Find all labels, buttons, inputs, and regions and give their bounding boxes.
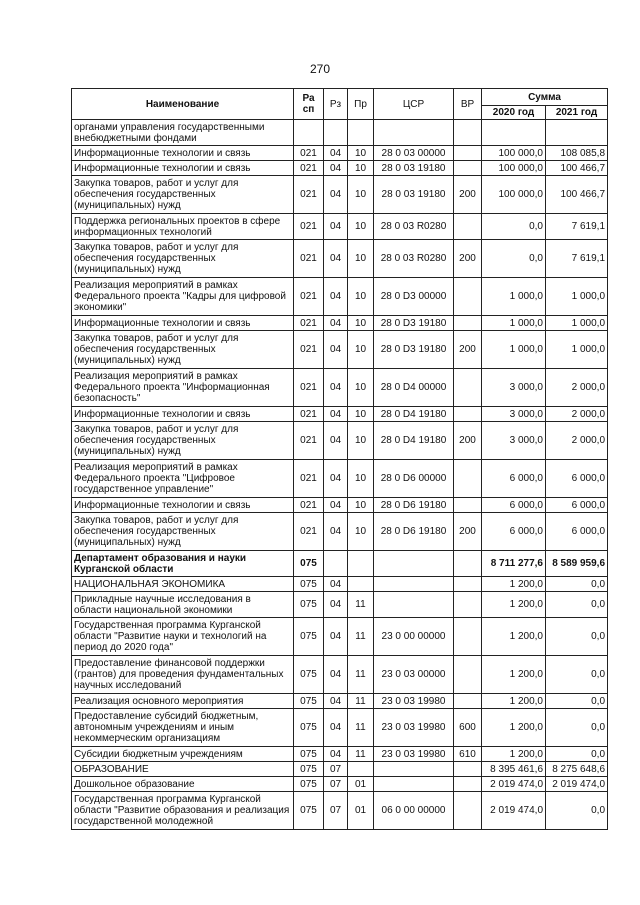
cell-rz: 04 <box>324 498 348 513</box>
cell-rz <box>324 120 348 146</box>
cell-name: органами управления государственными внебюджетными фондами <box>72 120 294 146</box>
cell-rz: 04 <box>324 176 348 214</box>
cell-vr <box>454 792 482 830</box>
cell-sum-2021: 2 000,0 <box>546 407 608 422</box>
cell-sum-2020: 1 000,0 <box>482 331 546 369</box>
cell-pr: 11 <box>348 694 374 709</box>
cell-csr: 28 0 D3 19180 <box>374 316 454 331</box>
header-rz: Рз <box>324 89 348 120</box>
cell-sum-2021: 0,0 <box>546 792 608 830</box>
cell-rasp <box>294 120 324 146</box>
cell-pr: 11 <box>348 656 374 694</box>
cell-rasp: 021 <box>294 176 324 214</box>
cell-sum-2020: 1 200,0 <box>482 747 546 762</box>
cell-rasp: 021 <box>294 498 324 513</box>
cell-sum-2021: 0,0 <box>546 656 608 694</box>
cell-pr: 10 <box>348 146 374 161</box>
cell-csr <box>374 592 454 618</box>
cell-pr: 10 <box>348 214 374 240</box>
cell-name: Поддержка региональных проектов в сфере информационных технологий <box>72 214 294 240</box>
budget-table <box>71 88 608 830</box>
cell-rasp: 075 <box>294 777 324 792</box>
cell-pr: 10 <box>348 278 374 316</box>
header-sum: Сумма <box>482 89 608 106</box>
cell-name: Субсидии бюджетным учреждениям <box>72 747 294 762</box>
cell-pr <box>348 120 374 146</box>
cell-rz: 04 <box>324 460 348 498</box>
cell-name: Реализация основного мероприятия <box>72 694 294 709</box>
cell-sum-2020: 100 000,0 <box>482 146 546 161</box>
table-row <box>72 316 608 331</box>
cell-csr: 23 0 00 00000 <box>374 618 454 656</box>
table-row <box>72 407 608 422</box>
cell-rz: 04 <box>324 592 348 618</box>
table-row <box>72 747 608 762</box>
cell-csr: 28 0 D4 00000 <box>374 369 454 407</box>
cell-rasp: 075 <box>294 551 324 577</box>
table-row <box>72 551 608 577</box>
cell-pr <box>348 551 374 577</box>
cell-name: Информационные технологии и связь <box>72 161 294 176</box>
cell-rz: 04 <box>324 240 348 278</box>
cell-vr <box>454 460 482 498</box>
cell-vr <box>454 762 482 777</box>
cell-sum-2021: 100 466,7 <box>546 161 608 176</box>
cell-sum-2021: 0,0 <box>546 577 608 592</box>
table-row <box>72 656 608 694</box>
cell-name: Информационные технологии и связь <box>72 316 294 331</box>
cell-vr <box>454 694 482 709</box>
cell-pr: 10 <box>348 422 374 460</box>
cell-sum-2020: 3 000,0 <box>482 369 546 407</box>
header-csr: ЦСР <box>374 89 454 120</box>
table-row <box>72 694 608 709</box>
table-row <box>72 618 608 656</box>
cell-pr: 11 <box>348 618 374 656</box>
header-name: Наименование <box>72 89 294 120</box>
cell-csr: 28 0 D4 19180 <box>374 407 454 422</box>
cell-rasp: 075 <box>294 709 324 747</box>
cell-name: Информационные технологии и связь <box>72 498 294 513</box>
cell-name: Закупка товаров, работ и услуг для обеспечения государственных (муниципальных) нужд <box>72 240 294 278</box>
table-row <box>72 120 608 146</box>
table-row <box>72 278 608 316</box>
cell-pr: 11 <box>348 592 374 618</box>
cell-sum-2021: 0,0 <box>546 747 608 762</box>
cell-vr <box>454 592 482 618</box>
cell-vr: 200 <box>454 176 482 214</box>
page-number: 270 <box>309 62 331 76</box>
header-rasp: Ра сп <box>294 89 324 120</box>
table-row <box>72 331 608 369</box>
cell-sum-2020: 6 000,0 <box>482 498 546 513</box>
cell-csr: 06 0 00 00000 <box>374 792 454 830</box>
cell-rz: 04 <box>324 694 348 709</box>
header-2021: 2021 год <box>546 106 608 120</box>
cell-rz: 04 <box>324 331 348 369</box>
cell-sum-2021: 1 000,0 <box>546 316 608 331</box>
table-row <box>72 422 608 460</box>
cell-csr: 28 0 03 R0280 <box>374 214 454 240</box>
table-row <box>72 240 608 278</box>
cell-sum-2021: 2 000,0 <box>546 369 608 407</box>
cell-csr: 28 0 D4 19180 <box>374 422 454 460</box>
cell-sum-2020: 1 200,0 <box>482 577 546 592</box>
cell-vr <box>454 577 482 592</box>
cell-sum-2020: 3 000,0 <box>482 407 546 422</box>
cell-rasp: 021 <box>294 422 324 460</box>
cell-name: Информационные технологии и связь <box>72 146 294 161</box>
cell-rasp: 075 <box>294 577 324 592</box>
table-row <box>72 577 608 592</box>
cell-sum-2021: 8 275 648,6 <box>546 762 608 777</box>
cell-rasp: 021 <box>294 331 324 369</box>
cell-name: Реализация мероприятий в рамках Федерального проекта "Цифровое государственное управление" <box>72 460 294 498</box>
cell-sum-2020: 3 000,0 <box>482 422 546 460</box>
cell-name: Предоставление финансовой поддержки (грантов) для проведения фундаментальных научных исследований <box>72 656 294 694</box>
cell-csr: 28 0 03 19180 <box>374 176 454 214</box>
cell-sum-2021: 0,0 <box>546 694 608 709</box>
cell-csr: 23 0 03 19980 <box>374 709 454 747</box>
cell-vr <box>454 214 482 240</box>
cell-csr <box>374 551 454 577</box>
table-row <box>72 369 608 407</box>
cell-name: Предоставление субсидий бюджетным, автономным учреждениям и иным некоммерческим организациям <box>72 709 294 747</box>
cell-pr: 11 <box>348 709 374 747</box>
cell-name: Государственная программа Курганской области "Развитие науки и технологий на период до 2020 года" <box>72 618 294 656</box>
cell-rz: 04 <box>324 146 348 161</box>
cell-rz: 04 <box>324 513 348 551</box>
table-row <box>72 762 608 777</box>
cell-csr: 23 0 03 00000 <box>374 656 454 694</box>
cell-vr <box>454 618 482 656</box>
cell-rz: 04 <box>324 278 348 316</box>
cell-pr: 10 <box>348 498 374 513</box>
cell-pr: 01 <box>348 777 374 792</box>
cell-rz: 04 <box>324 656 348 694</box>
cell-vr <box>454 656 482 694</box>
cell-vr: 200 <box>454 331 482 369</box>
cell-vr <box>454 407 482 422</box>
cell-rasp: 075 <box>294 762 324 777</box>
cell-rz: 04 <box>324 407 348 422</box>
cell-sum-2021: 0,0 <box>546 592 608 618</box>
cell-pr: 10 <box>348 176 374 214</box>
table-row <box>72 146 608 161</box>
cell-sum-2020: 1 200,0 <box>482 618 546 656</box>
table-row <box>72 498 608 513</box>
cell-sum-2020: 100 000,0 <box>482 161 546 176</box>
cell-vr <box>454 316 482 331</box>
cell-sum-2021: 1 000,0 <box>546 331 608 369</box>
cell-csr <box>374 577 454 592</box>
cell-vr <box>454 120 482 146</box>
cell-pr: 10 <box>348 407 374 422</box>
cell-name: Государственная программа Курганской области "Развитие образования и реализация государственной молодежной <box>72 792 294 830</box>
cell-vr <box>454 161 482 176</box>
cell-rz: 04 <box>324 316 348 331</box>
cell-sum-2021: 6 000,0 <box>546 498 608 513</box>
cell-sum-2021: 0,0 <box>546 618 608 656</box>
table-header <box>72 89 608 120</box>
cell-rasp: 021 <box>294 278 324 316</box>
table-row <box>72 592 608 618</box>
cell-rasp: 021 <box>294 214 324 240</box>
header-pr: Пр <box>348 89 374 120</box>
cell-pr <box>348 762 374 777</box>
cell-csr: 28 0 03 R0280 <box>374 240 454 278</box>
table-row <box>72 513 608 551</box>
header-vr: ВР <box>454 89 482 120</box>
table-row <box>72 777 608 792</box>
cell-pr: 11 <box>348 747 374 762</box>
cell-pr: 10 <box>348 460 374 498</box>
cell-sum-2021: 7 619,1 <box>546 214 608 240</box>
cell-sum-2020: 6 000,0 <box>482 460 546 498</box>
cell-rasp: 075 <box>294 747 324 762</box>
cell-rz: 07 <box>324 762 348 777</box>
cell-rasp: 075 <box>294 656 324 694</box>
cell-rasp: 021 <box>294 316 324 331</box>
cell-pr: 10 <box>348 331 374 369</box>
table-row <box>72 792 608 830</box>
cell-rz <box>324 551 348 577</box>
cell-sum-2021: 7 619,1 <box>546 240 608 278</box>
cell-sum-2021: 8 589 959,6 <box>546 551 608 577</box>
cell-sum-2020: 6 000,0 <box>482 513 546 551</box>
cell-vr <box>454 278 482 316</box>
cell-pr: 10 <box>348 316 374 331</box>
cell-vr <box>454 551 482 577</box>
cell-rasp: 021 <box>294 146 324 161</box>
cell-sum-2020: 1 200,0 <box>482 694 546 709</box>
cell-sum-2020: 0,0 <box>482 214 546 240</box>
cell-sum-2020: 8 395 461,6 <box>482 762 546 777</box>
cell-sum-2021 <box>546 120 608 146</box>
header-2020: 2020 год <box>482 106 546 120</box>
cell-name: Прикладные научные исследования в области национальной экономики <box>72 592 294 618</box>
cell-sum-2021: 108 085,8 <box>546 146 608 161</box>
cell-sum-2020: 100 000,0 <box>482 176 546 214</box>
cell-name: Закупка товаров, работ и услуг для обеспечения государственных (муниципальных) нужд <box>72 331 294 369</box>
table-row <box>72 176 608 214</box>
table-row <box>72 161 608 176</box>
cell-sum-2020: 2 019 474,0 <box>482 777 546 792</box>
cell-csr <box>374 777 454 792</box>
cell-rasp: 075 <box>294 694 324 709</box>
cell-name: Закупка товаров, работ и услуг для обеспечения государственных (муниципальных) нужд <box>72 176 294 214</box>
cell-rasp: 021 <box>294 240 324 278</box>
cell-pr <box>348 577 374 592</box>
cell-pr: 10 <box>348 240 374 278</box>
cell-csr <box>374 120 454 146</box>
cell-vr: 600 <box>454 709 482 747</box>
cell-vr: 200 <box>454 513 482 551</box>
cell-sum-2021: 100 466,7 <box>546 176 608 214</box>
cell-name: Департамент образования и науки Курганской области <box>72 551 294 577</box>
cell-name: Закупка товаров, работ и услуг для обеспечения государственных (муниципальных) нужд <box>72 422 294 460</box>
cell-sum-2021: 0,0 <box>546 709 608 747</box>
cell-csr: 28 0 D6 00000 <box>374 460 454 498</box>
cell-vr <box>454 777 482 792</box>
cell-rasp: 021 <box>294 513 324 551</box>
cell-vr: 200 <box>454 240 482 278</box>
table-row <box>72 214 608 240</box>
cell-csr <box>374 762 454 777</box>
table-row <box>72 460 608 498</box>
cell-name: Дошкольное образование <box>72 777 294 792</box>
cell-name: Реализация мероприятий в рамках Федерального проекта "Кадры для цифровой экономики" <box>72 278 294 316</box>
cell-sum-2020: 2 019 474,0 <box>482 792 546 830</box>
cell-name: Закупка товаров, работ и услуг для обеспечения государственных (муниципальных) нужд <box>72 513 294 551</box>
cell-sum-2021: 2 000,0 <box>546 422 608 460</box>
cell-rz: 04 <box>324 369 348 407</box>
cell-csr: 28 0 D6 19180 <box>374 498 454 513</box>
cell-rz: 04 <box>324 709 348 747</box>
cell-sum-2021: 6 000,0 <box>546 460 608 498</box>
cell-name: Реализация мероприятий в рамках Федерального проекта "Информационная безопасность" <box>72 369 294 407</box>
cell-pr: 10 <box>348 161 374 176</box>
cell-name: ОБРАЗОВАНИЕ <box>72 762 294 777</box>
cell-csr: 28 0 D3 19180 <box>374 331 454 369</box>
cell-rz: 07 <box>324 777 348 792</box>
cell-csr: 23 0 03 19980 <box>374 747 454 762</box>
table-body <box>72 120 608 830</box>
cell-rz: 04 <box>324 618 348 656</box>
cell-rasp: 021 <box>294 161 324 176</box>
cell-csr: 28 0 03 00000 <box>374 146 454 161</box>
cell-pr: 01 <box>348 792 374 830</box>
cell-sum-2020: 0,0 <box>482 240 546 278</box>
cell-csr: 28 0 03 19180 <box>374 161 454 176</box>
table-row <box>72 709 608 747</box>
cell-vr <box>454 146 482 161</box>
cell-rz: 04 <box>324 161 348 176</box>
cell-csr: 28 0 D3 00000 <box>374 278 454 316</box>
cell-rasp: 021 <box>294 369 324 407</box>
cell-rasp: 075 <box>294 618 324 656</box>
cell-rasp: 021 <box>294 407 324 422</box>
cell-sum-2020: 1 200,0 <box>482 709 546 747</box>
cell-sum-2021: 2 019 474,0 <box>546 777 608 792</box>
cell-sum-2020 <box>482 120 546 146</box>
cell-csr: 28 0 D6 19180 <box>374 513 454 551</box>
cell-rz: 07 <box>324 792 348 830</box>
cell-sum-2021: 1 000,0 <box>546 278 608 316</box>
cell-rasp: 075 <box>294 592 324 618</box>
cell-rasp: 075 <box>294 792 324 830</box>
cell-vr <box>454 369 482 407</box>
cell-rz: 04 <box>324 214 348 240</box>
cell-sum-2020: 8 711 277,6 <box>482 551 546 577</box>
cell-rz: 04 <box>324 422 348 460</box>
cell-csr: 23 0 03 19980 <box>374 694 454 709</box>
cell-sum-2021: 6 000,0 <box>546 513 608 551</box>
cell-name: НАЦИОНАЛЬНАЯ ЭКОНОМИКА <box>72 577 294 592</box>
cell-vr: 200 <box>454 422 482 460</box>
cell-vr <box>454 498 482 513</box>
cell-sum-2020: 1 000,0 <box>482 278 546 316</box>
cell-sum-2020: 1 200,0 <box>482 592 546 618</box>
cell-pr: 10 <box>348 369 374 407</box>
cell-rasp: 021 <box>294 460 324 498</box>
cell-name: Информационные технологии и связь <box>72 407 294 422</box>
cell-rz: 04 <box>324 577 348 592</box>
cell-rz: 04 <box>324 747 348 762</box>
cell-sum-2020: 1 000,0 <box>482 316 546 331</box>
cell-pr: 10 <box>348 513 374 551</box>
cell-sum-2020: 1 200,0 <box>482 656 546 694</box>
cell-vr: 610 <box>454 747 482 762</box>
